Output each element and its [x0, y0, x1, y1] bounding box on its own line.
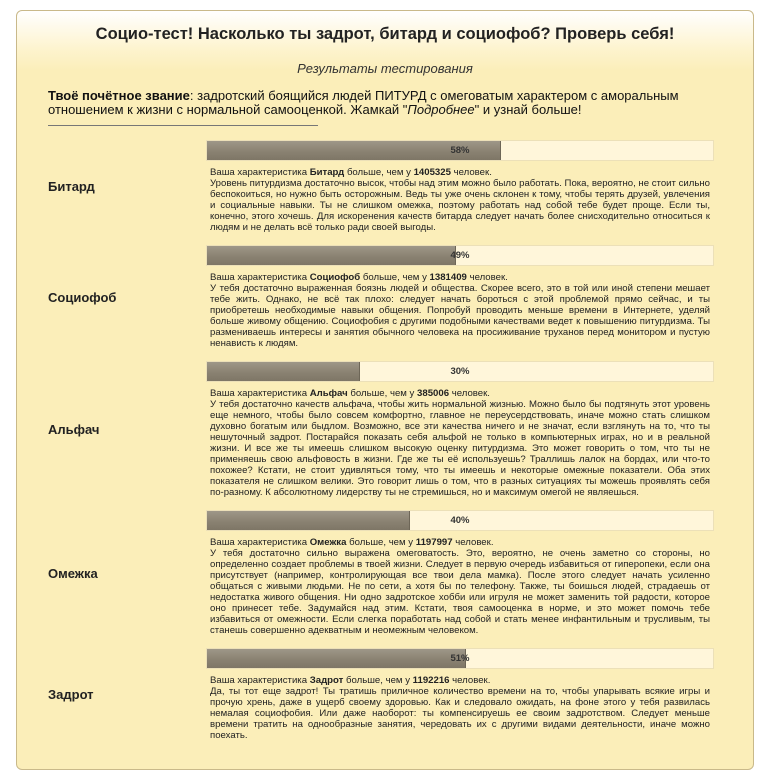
desc-mid: больше, чем у [346, 167, 411, 178]
honorary-rank [48, 89, 688, 117]
results-panel [16, 10, 754, 770]
desc-mid: больше, чем у [362, 272, 427, 283]
desc-text: У тебя достаточно качеств альфача, чтобы жить нормальной жизнью. Можно было бы подтянуть этот уровень еще немного, чтобы было совсем комфортно, главное не переусердствовать, иначе можно стать слишком духовно богатым или быдлом. Возможно, все эти качества ничего и не значат, если взглянуть на то, что ты нешуточный задрот. Постарайся показать себя альфой не только в компьютерных играх, но и в реальной жизни. И все же ты имеешь слишком высокую оценку питурдизма. Это может говорить о том, что ты не применяешь свою альфовость в жизни. Где же ты её используешь? Траллишь лалок на бордах, или что-то похожее? Кстати, не стоит удивляться тому, что ты имеешь и некоторые омежные показатели. Оба этих показателя не слишком велики. Это говорит лишь о том, что в разных ситуациях ты можешь проявлять себя по-разному. К абсолютному лидерству ты не стремишься, но и максимум омегой не являешься. [210, 399, 710, 498]
category-description [210, 272, 710, 349]
category-name: Социофоб [48, 290, 117, 305]
rank-label: Твоё почётное звание [48, 88, 190, 103]
category-description [210, 537, 710, 636]
desc-count: 1381409 [429, 272, 467, 283]
score-percent: 58% [450, 145, 470, 156]
category-name: Задрот [48, 687, 94, 702]
score-percent: 49% [450, 250, 470, 261]
results-subtitle: Результаты тестирования [297, 61, 473, 76]
score-percent: 51% [450, 653, 470, 664]
category-name: Омежка [48, 566, 98, 581]
score-percent: 30% [450, 366, 470, 377]
desc-suffix: человек. [451, 388, 490, 399]
desc-suffix: человек. [453, 167, 492, 178]
desc-suffix: человек. [455, 537, 494, 548]
desc-mid: больше, чем у [349, 537, 414, 548]
desc-mid: больше, чем у [346, 675, 410, 686]
desc-count: 1192216 [412, 675, 450, 686]
desc-category: Социофоб [309, 272, 361, 283]
score-bar [206, 510, 714, 531]
rank-text: : задротский боящийся людей ПИТУРД с омеговатым характером с аморальным отношением к жизни с нормальной самооценкой. Жамкай " [48, 88, 679, 117]
desc-count: 1197997 [415, 537, 453, 548]
category-name: Альфач [48, 422, 100, 437]
score-percent: 40% [450, 515, 470, 526]
page-title: Социо-тест! Насколько ты задрот, битард и социофоб? Проверь себя! [95, 25, 675, 43]
desc-prefix: Ваша характеристика [210, 675, 308, 686]
desc-count: 1405325 [413, 167, 451, 178]
category-description [210, 675, 710, 741]
desc-text: Да, ты тот еще задрот! Ты тратишь приличное количество времени на то, чтобы упарывать всякие игры и прочую хрень, даже в ущерб своему здоровью. Как и следовало ожидать, на фоне этого у тебя развилась немалая социофобия. Или даже наоборот: ты компенсируешь ее своим задротством. Следует меньше времени тратить на однообразные занятия, чередовать их с другими видами деятельности, иначе можно поехать. [210, 686, 710, 741]
desc-text: У тебя достаточно сильно выражена омеговатость. Это, вероятно, не очень заметно со стороны, но определенно создает проблемы в твоей жизни. Следует в первую очередь избавиться от гиперопеки, если она присутствует (например, контролирующая все твои дела мамка). После этого следует начать усиленно общаться с живыми людьми. Не по сети, а хотя бы по телефону. Также, ты боишься людей, страдаешь от недостатка живого общения. Ни одно задротское хобби или игруля не может заменить той радости, которое оно принесет тебе. Задумайся над этим. Кстати, твоя самооценка в норме, и это может помочь тебе избавиться от омежности. Если слегка поработать над собой и стать менее инфантильным и трусливым, ты станешь совершенно адекватным и неомежным человеком. [210, 548, 710, 636]
desc-category: Альфач [309, 388, 348, 399]
desc-prefix: Ваша характеристика [210, 388, 308, 399]
desc-suffix: человек. [452, 675, 491, 686]
score-bar [206, 648, 714, 669]
score-bar [206, 140, 714, 161]
desc-count: 385006 [417, 388, 450, 399]
score-bar [206, 245, 714, 266]
separator [48, 125, 318, 126]
category-description [210, 167, 710, 233]
desc-suffix: человек. [469, 272, 508, 283]
desc-category: Задрот [309, 675, 344, 686]
desc-category: Омежка [309, 537, 347, 548]
desc-prefix: Ваша характеристика [210, 272, 308, 283]
desc-category: Битард [309, 167, 345, 178]
desc-prefix: Ваша характеристика [210, 167, 308, 178]
desc-prefix: Ваша характеристика [210, 537, 308, 548]
score-bar [206, 361, 714, 382]
more-link[interactable]: Подробнее [407, 102, 475, 117]
category-name: Битард [48, 179, 95, 194]
desc-mid: больше, чем у [350, 388, 415, 399]
desc-text: У тебя достаточно выраженная боязнь людей и общества. Скорее всего, это в той или иной степени мешает тебе жить. Однако, не всё так плохо: следует начать бороться с этой проблемой прямо сейчас, и ты приобретешь необходимые навыки общения. Попробуй проводить меньше времени в Интернете, уделяй больше живому общению. Социофобия с другими подобными качествами ведет к повышению питурдизма. Ты разменивaешь интересы и занятия обычного человека на просиживание труханов перед монитором и пустую ненависть к людям. [210, 283, 710, 349]
desc-text: Уровень питурдизма достаточно высок, чтобы над этим можно было работать. Пока, вероятно, не стоит сильно беспокоиться, но нужно быть осторожным. Ведь ты уже очень склонен к тому, чтобы терять друзей, увлечения и социальные навыки. Ты не слишком омежка, поэтому работать над собой тебе будет проще. Если ты, конечно, этого хочешь. Для искоренения качеств битарда следует начать более снисходительно относиться к людям и не делать всё только ради своей выгоды. [210, 178, 710, 233]
rank-text-end: " и узнай больше! [474, 102, 582, 117]
category-description [210, 388, 710, 498]
